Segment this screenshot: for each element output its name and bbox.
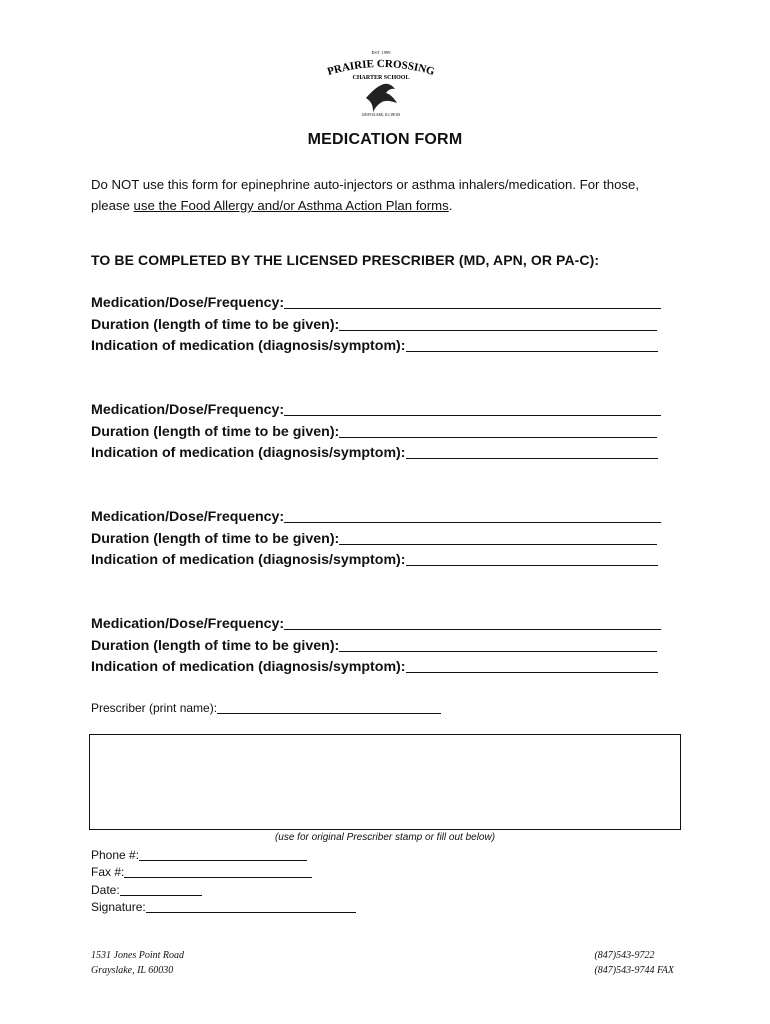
duration-line bbox=[91, 315, 691, 337]
duration-label: Duration (length of time to be given): bbox=[91, 316, 340, 333]
fax-label: Fax #: bbox=[91, 865, 125, 879]
indication-label: Indication of medication (diagnosis/symptom): bbox=[91, 552, 406, 568]
duration-field[interactable] bbox=[339, 315, 657, 331]
intro-suffix: . bbox=[448, 198, 453, 213]
medication-block bbox=[91, 507, 691, 572]
prescriber-label: Prescriber (print name): bbox=[91, 701, 218, 715]
medication-block bbox=[91, 400, 691, 465]
medication-block bbox=[91, 614, 691, 679]
duration-line bbox=[91, 529, 691, 551]
footer-address bbox=[91, 948, 184, 978]
medication-field[interactable] bbox=[284, 400, 661, 416]
medication-field[interactable] bbox=[284, 293, 661, 309]
prescriber-stamp-box[interactable] bbox=[89, 734, 681, 830]
intro-line-2 bbox=[91, 195, 691, 216]
medication-block bbox=[91, 293, 691, 358]
stamp-note: (use for original Prescriber stamp or fill out below) bbox=[274, 832, 496, 843]
indication-label: Indication of medication (diagnosis/symptom): bbox=[91, 445, 406, 461]
form-title: MEDICATION FORM bbox=[307, 131, 463, 148]
indication-field[interactable] bbox=[406, 443, 658, 459]
medication-line bbox=[91, 507, 691, 529]
medication-field[interactable] bbox=[284, 614, 661, 630]
footer-address-line-2: Grayslake, IL 60030 bbox=[91, 965, 174, 976]
indication-line bbox=[91, 550, 691, 572]
medication-line bbox=[91, 293, 691, 315]
logo-tagline: GRAYSLAKE, ILLINOIS bbox=[361, 113, 401, 117]
phone-field[interactable] bbox=[139, 848, 307, 861]
indication-label: Indication of medication (diagnosis/symptom): bbox=[91, 338, 406, 354]
school-logo bbox=[318, 46, 444, 118]
date-label: Date: bbox=[91, 883, 120, 897]
indication-label: Indication of medication (diagnosis/symptom): bbox=[91, 659, 406, 675]
intro-paragraph bbox=[91, 174, 691, 216]
duration-label: Duration (length of time to be given): bbox=[91, 637, 340, 654]
logo-name: PRAIRIE CROSSING bbox=[325, 57, 437, 79]
signature-line bbox=[91, 900, 356, 914]
duration-line bbox=[91, 636, 691, 658]
footer-address-line-1: 1531 Jones Point Road bbox=[91, 950, 185, 961]
duration-label: Duration (length of time to be given): bbox=[91, 423, 340, 440]
intro-prefix: please bbox=[91, 198, 134, 213]
action-plan-link[interactable]: use the Food Allergy and/or Asthma Action Plan forms bbox=[133, 198, 449, 213]
indication-line bbox=[91, 443, 691, 465]
medication-label: Medication/Dose/Frequency: bbox=[91, 295, 285, 311]
signature-label: Signature: bbox=[91, 900, 146, 914]
section-heading: TO BE COMPLETED BY THE LICENSED PRESCRIBER (MD, APN, OR PA-C): bbox=[91, 252, 600, 268]
date-field[interactable] bbox=[120, 883, 202, 896]
duration-field[interactable] bbox=[339, 636, 657, 652]
indication-line bbox=[91, 336, 691, 358]
medication-line bbox=[91, 614, 691, 636]
prescriber-field[interactable] bbox=[217, 701, 441, 714]
duration-line bbox=[91, 422, 691, 444]
medication-label: Medication/Dose/Frequency: bbox=[91, 616, 285, 632]
signature-field[interactable] bbox=[146, 900, 356, 913]
indication-field[interactable] bbox=[406, 336, 658, 352]
duration-field[interactable] bbox=[339, 422, 657, 438]
logo-est: EST. 1999 bbox=[371, 50, 391, 55]
medication-field[interactable] bbox=[284, 507, 661, 523]
indication-field[interactable] bbox=[406, 657, 658, 673]
fax-line bbox=[91, 865, 312, 879]
duration-label: Duration (length of time to be given): bbox=[91, 530, 340, 547]
hawk-icon bbox=[366, 84, 397, 112]
medication-label: Medication/Dose/Frequency: bbox=[91, 402, 285, 418]
medication-line bbox=[91, 400, 691, 422]
prescriber-line bbox=[91, 701, 441, 715]
footer-phone: (847)543-9722 bbox=[594, 950, 655, 961]
medication-label: Medication/Dose/Frequency: bbox=[91, 509, 285, 525]
footer-contact bbox=[594, 948, 674, 978]
duration-field[interactable] bbox=[339, 529, 657, 545]
indication-line bbox=[91, 657, 691, 679]
date-line bbox=[91, 883, 202, 897]
footer-fax: (847)543-9744 FAX bbox=[594, 965, 674, 976]
phone-label: Phone #: bbox=[91, 848, 140, 862]
logo-sub: CHARTER SCHOOL bbox=[352, 75, 410, 81]
phone-line bbox=[91, 848, 307, 862]
intro-line-1: Do NOT use this form for epinephrine auto-injectors or asthma inhalers/medication. For those, bbox=[91, 177, 640, 192]
fax-field[interactable] bbox=[124, 865, 312, 878]
indication-field[interactable] bbox=[406, 550, 658, 566]
